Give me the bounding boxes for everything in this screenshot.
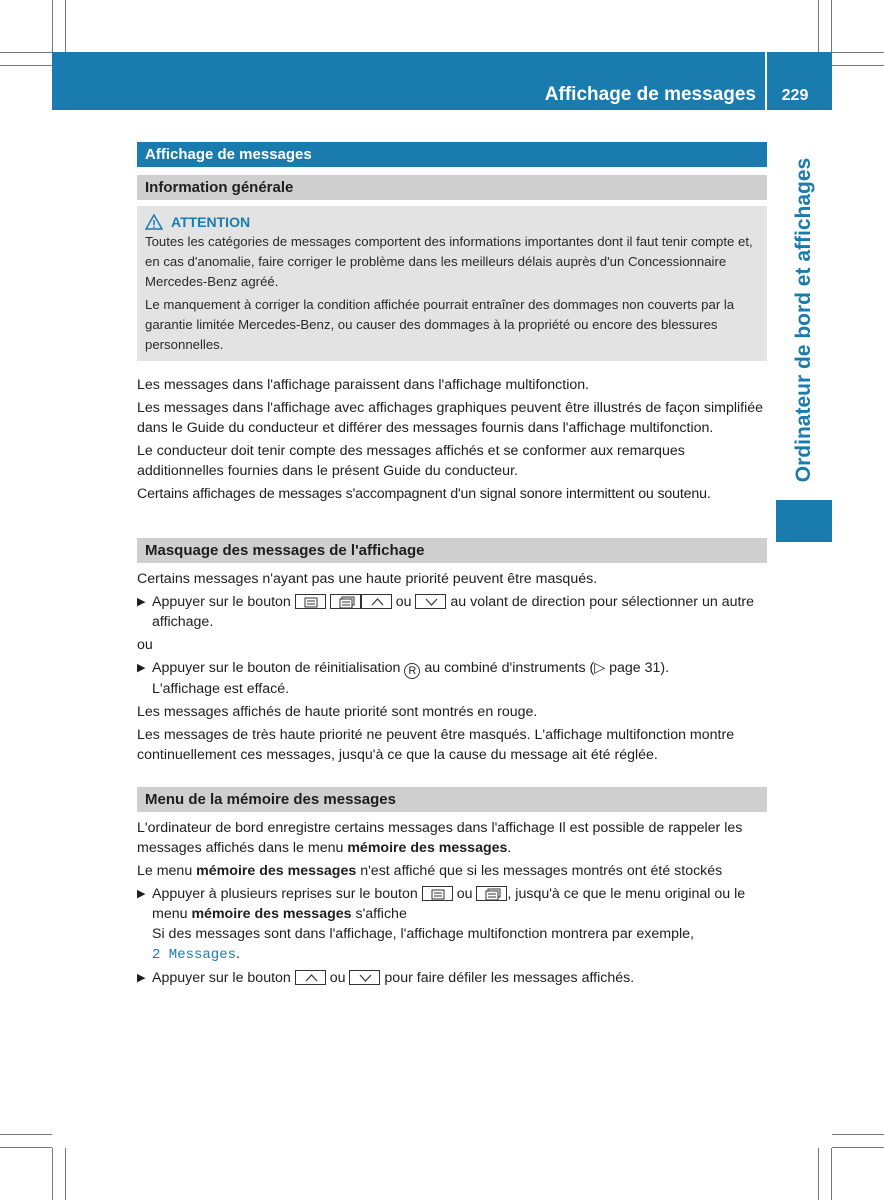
- page-number: 229: [781, 87, 809, 104]
- crop-mark: [0, 52, 52, 53]
- running-header-title: Affichage de messages: [544, 84, 756, 105]
- down-arrow-button-icon: [415, 594, 446, 609]
- section-title: Affichage de messages: [137, 142, 767, 167]
- crop-mark: [0, 1147, 52, 1148]
- warning-text: Toutes les catégories de messages comportent des informations importantes dont il faut tenir compte et, en cas d'anomalie, faire corriger le problème dans les meilleurs délais auprès d'un Concessionnaire Mercedes-Benz agréé.: [145, 234, 753, 289]
- instruction-step: [137, 884, 767, 965]
- up-arrow-button-icon: [295, 970, 326, 985]
- up-arrow-button-icon: [361, 594, 392, 609]
- step-arrow-icon: ▶: [137, 972, 146, 984]
- display-forward-button-icon: [330, 594, 361, 609]
- paragraph: Le menu mémoire des messages n'est affiché que si les messages montrés ont été stockés: [137, 863, 723, 879]
- paragraph: Les messages affichés de haute priorité sont montrés en rouge.: [137, 704, 538, 720]
- crop-mark: [831, 0, 832, 52]
- page-content: [137, 142, 767, 991]
- paragraph: Les messages dans l'affichage paraissent dans l'affichage multifonction.: [137, 377, 590, 393]
- paragraph: Certains messages n'ayant pas une haute priorité peuvent être masqués.: [137, 571, 598, 587]
- instruction-step: [137, 658, 767, 699]
- step-arrow-icon: ▶: [137, 662, 146, 674]
- subsection-title-masking: Masquage des messages de l'affichage: [137, 538, 767, 563]
- instruction-step: [137, 968, 767, 988]
- step-text: Appuyer sur le bouton ou au volant de direction pour sélectionner un autre affichage.: [152, 594, 755, 630]
- warning-text: Le manquement à corriger la condition affichée pourrait entraîner des dommages non couverts par la garantie limitée Mercedes-Benz, ou causer des dommages à la propriété ou encore des blessures personnelles.: [145, 297, 735, 352]
- step-text: Appuyer sur le bouton ou pour faire défiler les messages affichés.: [152, 970, 635, 986]
- warning-title: ATTENTION: [171, 214, 251, 230]
- crop-mark: [832, 65, 884, 66]
- down-arrow-button-icon: [349, 970, 380, 985]
- chapter-tab-marker: [776, 500, 832, 542]
- crop-mark: [65, 1148, 66, 1200]
- crop-mark: [832, 1134, 884, 1135]
- header-divider: [765, 52, 767, 110]
- warning-heading: [145, 212, 759, 232]
- paragraph: Le conducteur doit tenir compte des messages affichés et se conformer aux remarques additionnelles fournies dans le présent Guide du conducteur.: [137, 443, 685, 479]
- crop-mark: [52, 0, 53, 52]
- crop-mark: [0, 65, 52, 66]
- paragraph: Certains affichages de messages s'accompagnent d'un signal sonore intermittent ou soutenu.: [137, 486, 711, 502]
- crop-mark: [832, 52, 884, 53]
- crop-mark: [818, 0, 819, 52]
- chapter-side-label: Ordinateur de bord et affichages: [792, 157, 815, 483]
- crop-mark: [818, 1148, 819, 1200]
- warning-triangle-icon: [145, 214, 163, 230]
- subsection-title-memory: Menu de la mémoire des messages: [137, 787, 767, 812]
- crop-mark: [52, 1148, 53, 1200]
- warning-box: [137, 206, 767, 361]
- step-arrow-icon: ▶: [137, 888, 146, 900]
- crop-mark: [0, 1134, 52, 1135]
- step-text: Appuyer sur le bouton de réinitialisation R au combiné d'instruments (▷ page 31). L'affichage est effacé.: [152, 660, 670, 697]
- paragraph: L'ordinateur de bord enregistre certains messages dans l'affichage Il est possible de rappeler les messages affichés dans le menu mémoire des messages.: [137, 820, 743, 856]
- display-forward-button-icon: [476, 886, 507, 901]
- crop-mark: [65, 0, 66, 52]
- display-back-button-icon: [422, 886, 453, 901]
- subsection-title-general: Information générale: [137, 175, 767, 200]
- or-text: ou: [137, 637, 153, 653]
- display-message-example: 2 Messages: [152, 947, 237, 963]
- display-back-button-icon: [295, 594, 326, 609]
- reset-button-icon: R: [404, 663, 420, 679]
- step-arrow-icon: ▶: [137, 596, 146, 608]
- paragraph: Les messages dans l'affichage avec affichages graphiques peuvent être illustrés de façon simplifiée dans le Guide du conducteur et différer des messages fournis dans l'affichage multifonction.: [137, 400, 764, 436]
- paragraph: Les messages de très haute priorité ne peuvent être masqués. L'affichage multifonction montre continuellement ces messages, jusqu'à ce que la cause du message ait été réglée.: [137, 727, 735, 763]
- step-text: Appuyer à plusieurs reprises sur le bouton ou , jusqu'à ce que le menu original ou le menu mémoire des messages s'affiche Si des messages sont dans l'affichage, l'affichage multifonction montrera par exemple, 2 Messages.: [152, 886, 746, 963]
- instruction-step: [137, 592, 767, 632]
- crop-mark: [832, 1147, 884, 1148]
- crop-mark: [831, 1148, 832, 1200]
